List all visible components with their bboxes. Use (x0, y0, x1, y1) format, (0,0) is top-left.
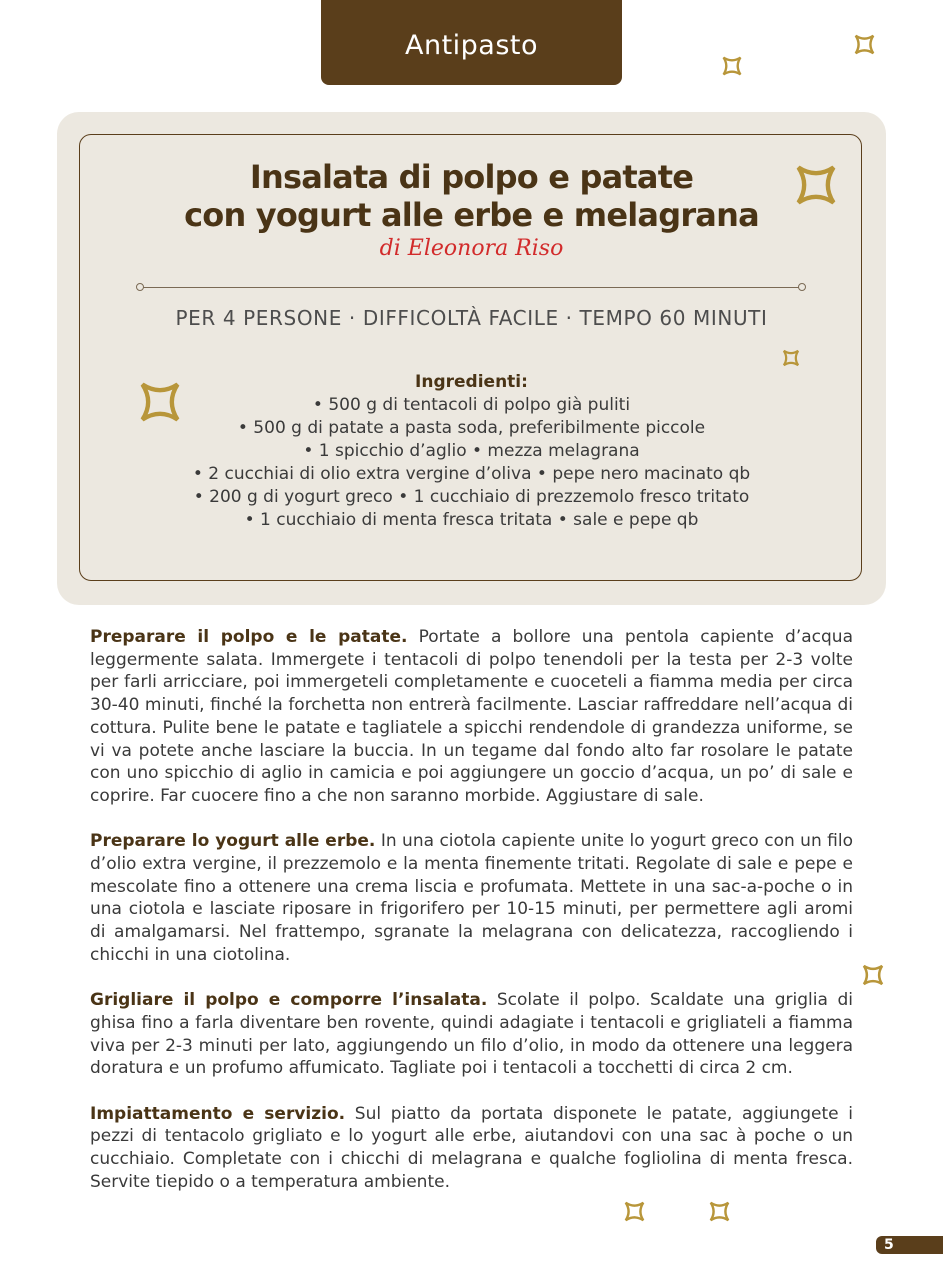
recipe-title-line2: con yogurt alle erbe e melagrana (184, 196, 759, 234)
step-text: Portate a bollore una pentola capiente d’acqua leggermente salata. Immergete i tentacoli di polpo tenendoli per la testa per 2-3 volte per farli arricciare, poi immergeteli completamente e cuoceteli a fiamma media per circa 30-40 minuti, finché la forchetta non entrerà facilmente. Lasciar raffreddare nell’acqua di cottura. Pulite bene le patate e tagliatele a spicchi rendendole di grandezza uniforme, se vi va potete anche lasciare la buccia. In un tegame dal fondo alto far rosolare le patate con uno spicchio di aglio in camicia e poi aggiungere un goccio d’acqua, un po’ di sale e coprire. Far cuocere fino a che non saranno morbide. Aggiustare di sale. (90, 627, 853, 806)
star-outline-icon (719, 53, 745, 79)
ingredient-line: • 500 g di tentacoli di polpo già puliti (312, 395, 631, 415)
star-outline-icon (789, 158, 843, 212)
section-tab (321, 0, 622, 85)
step-paragraph (90, 1103, 853, 1194)
section-tab-label: Antipasto (404, 30, 539, 61)
ingredient-line: • 1 cucchiaio di menta fresca tritata • sale e pepe qb (244, 510, 699, 530)
recipe-author: di Eleonora Riso (379, 236, 564, 261)
page-number: 5 (884, 1237, 894, 1253)
divider (140, 287, 803, 288)
step-text: Scolate il polpo. Scaldate una griglia di ghisa fino a farla diventare ben rovente, quindi adagiate i tentacoli e grigliateli a fiamma viva per 2-3 minuti per lato, aggiungendo un filo d’olio, in modo da ottenere una leggera doratura e un profumo affumicato. Tagliate poi i tentacoli a tocchetti di circa 2 cm. (90, 990, 854, 1079)
divider-dot-right (798, 283, 806, 291)
step-text: Sul piatto da portata disponete le patate, aggiungete i pezzi di tentacolo grigliato e lo yogurt alle erbe, aiutandovi con una sac à poche o un cucchiaio. Completate con i chicchi di melagrana e qualche fogliolina di menta fresca. Servite tiepido o a temperatura ambiente. (90, 1103, 854, 1192)
ingredient-line: • 2 cucchiai di olio extra vergine d’oliva • pepe nero macinato qb (192, 464, 751, 484)
divider-dot-left (136, 283, 144, 291)
star-outline-icon (851, 31, 878, 58)
step-text: In una ciotola capiente unite lo yogurt greco con un filo d’olio extra vergine, il prezzemolo e la menta finemente tritati. Regolate di sale e pepe e mescolate fino a ottenere una crema liscia e profumata. Mettete in una sac-a-poche o in una ciotola e lasciate riposare in frigorifero per 10-15 minuti, per permettere agli aromi di amalgamarsi. Nel frattempo, sgranate la melagrana con delicatezza, raccogliendo i chicchi in una ciotolina. (90, 831, 854, 965)
ingredient-line: • 200 g di yogurt greco • 1 cucchiaio di prezzemolo fresco tritato (193, 487, 750, 507)
star-outline-icon (706, 1198, 733, 1225)
step-paragraph (90, 626, 853, 808)
step-heading: Preparare il polpo e le patate. (90, 627, 408, 647)
ingredient-line: • 500 g di patate a pasta soda, preferibilmente piccole (237, 418, 706, 438)
star-outline-icon (780, 347, 802, 369)
step-paragraph (90, 830, 853, 966)
recipe-meta: PER 4 PERSONE · DIFFICOLTÀ FACILE · TEMPO 60 MINUTI (175, 306, 768, 330)
recipe-title-line1: Insalata di polpo e patate (249, 158, 694, 196)
star-outline-icon (133, 375, 187, 429)
page-number-badge (876, 1236, 943, 1254)
step-heading: Grigliare il polpo e comporre l’insalata. (90, 990, 488, 1011)
recipe-steps (90, 626, 853, 1216)
star-outline-icon (621, 1198, 648, 1225)
ingredient-line: • 1 spicchio d’aglio • mezza melagrana (303, 441, 640, 461)
star-outline-icon (859, 961, 887, 989)
ingredients-title: Ingredienti: (415, 372, 528, 392)
step-paragraph (90, 989, 853, 1080)
step-heading: Impiattamento e servizio. (90, 1103, 346, 1124)
step-heading: Preparare lo yogurt alle erbe. (90, 831, 376, 852)
